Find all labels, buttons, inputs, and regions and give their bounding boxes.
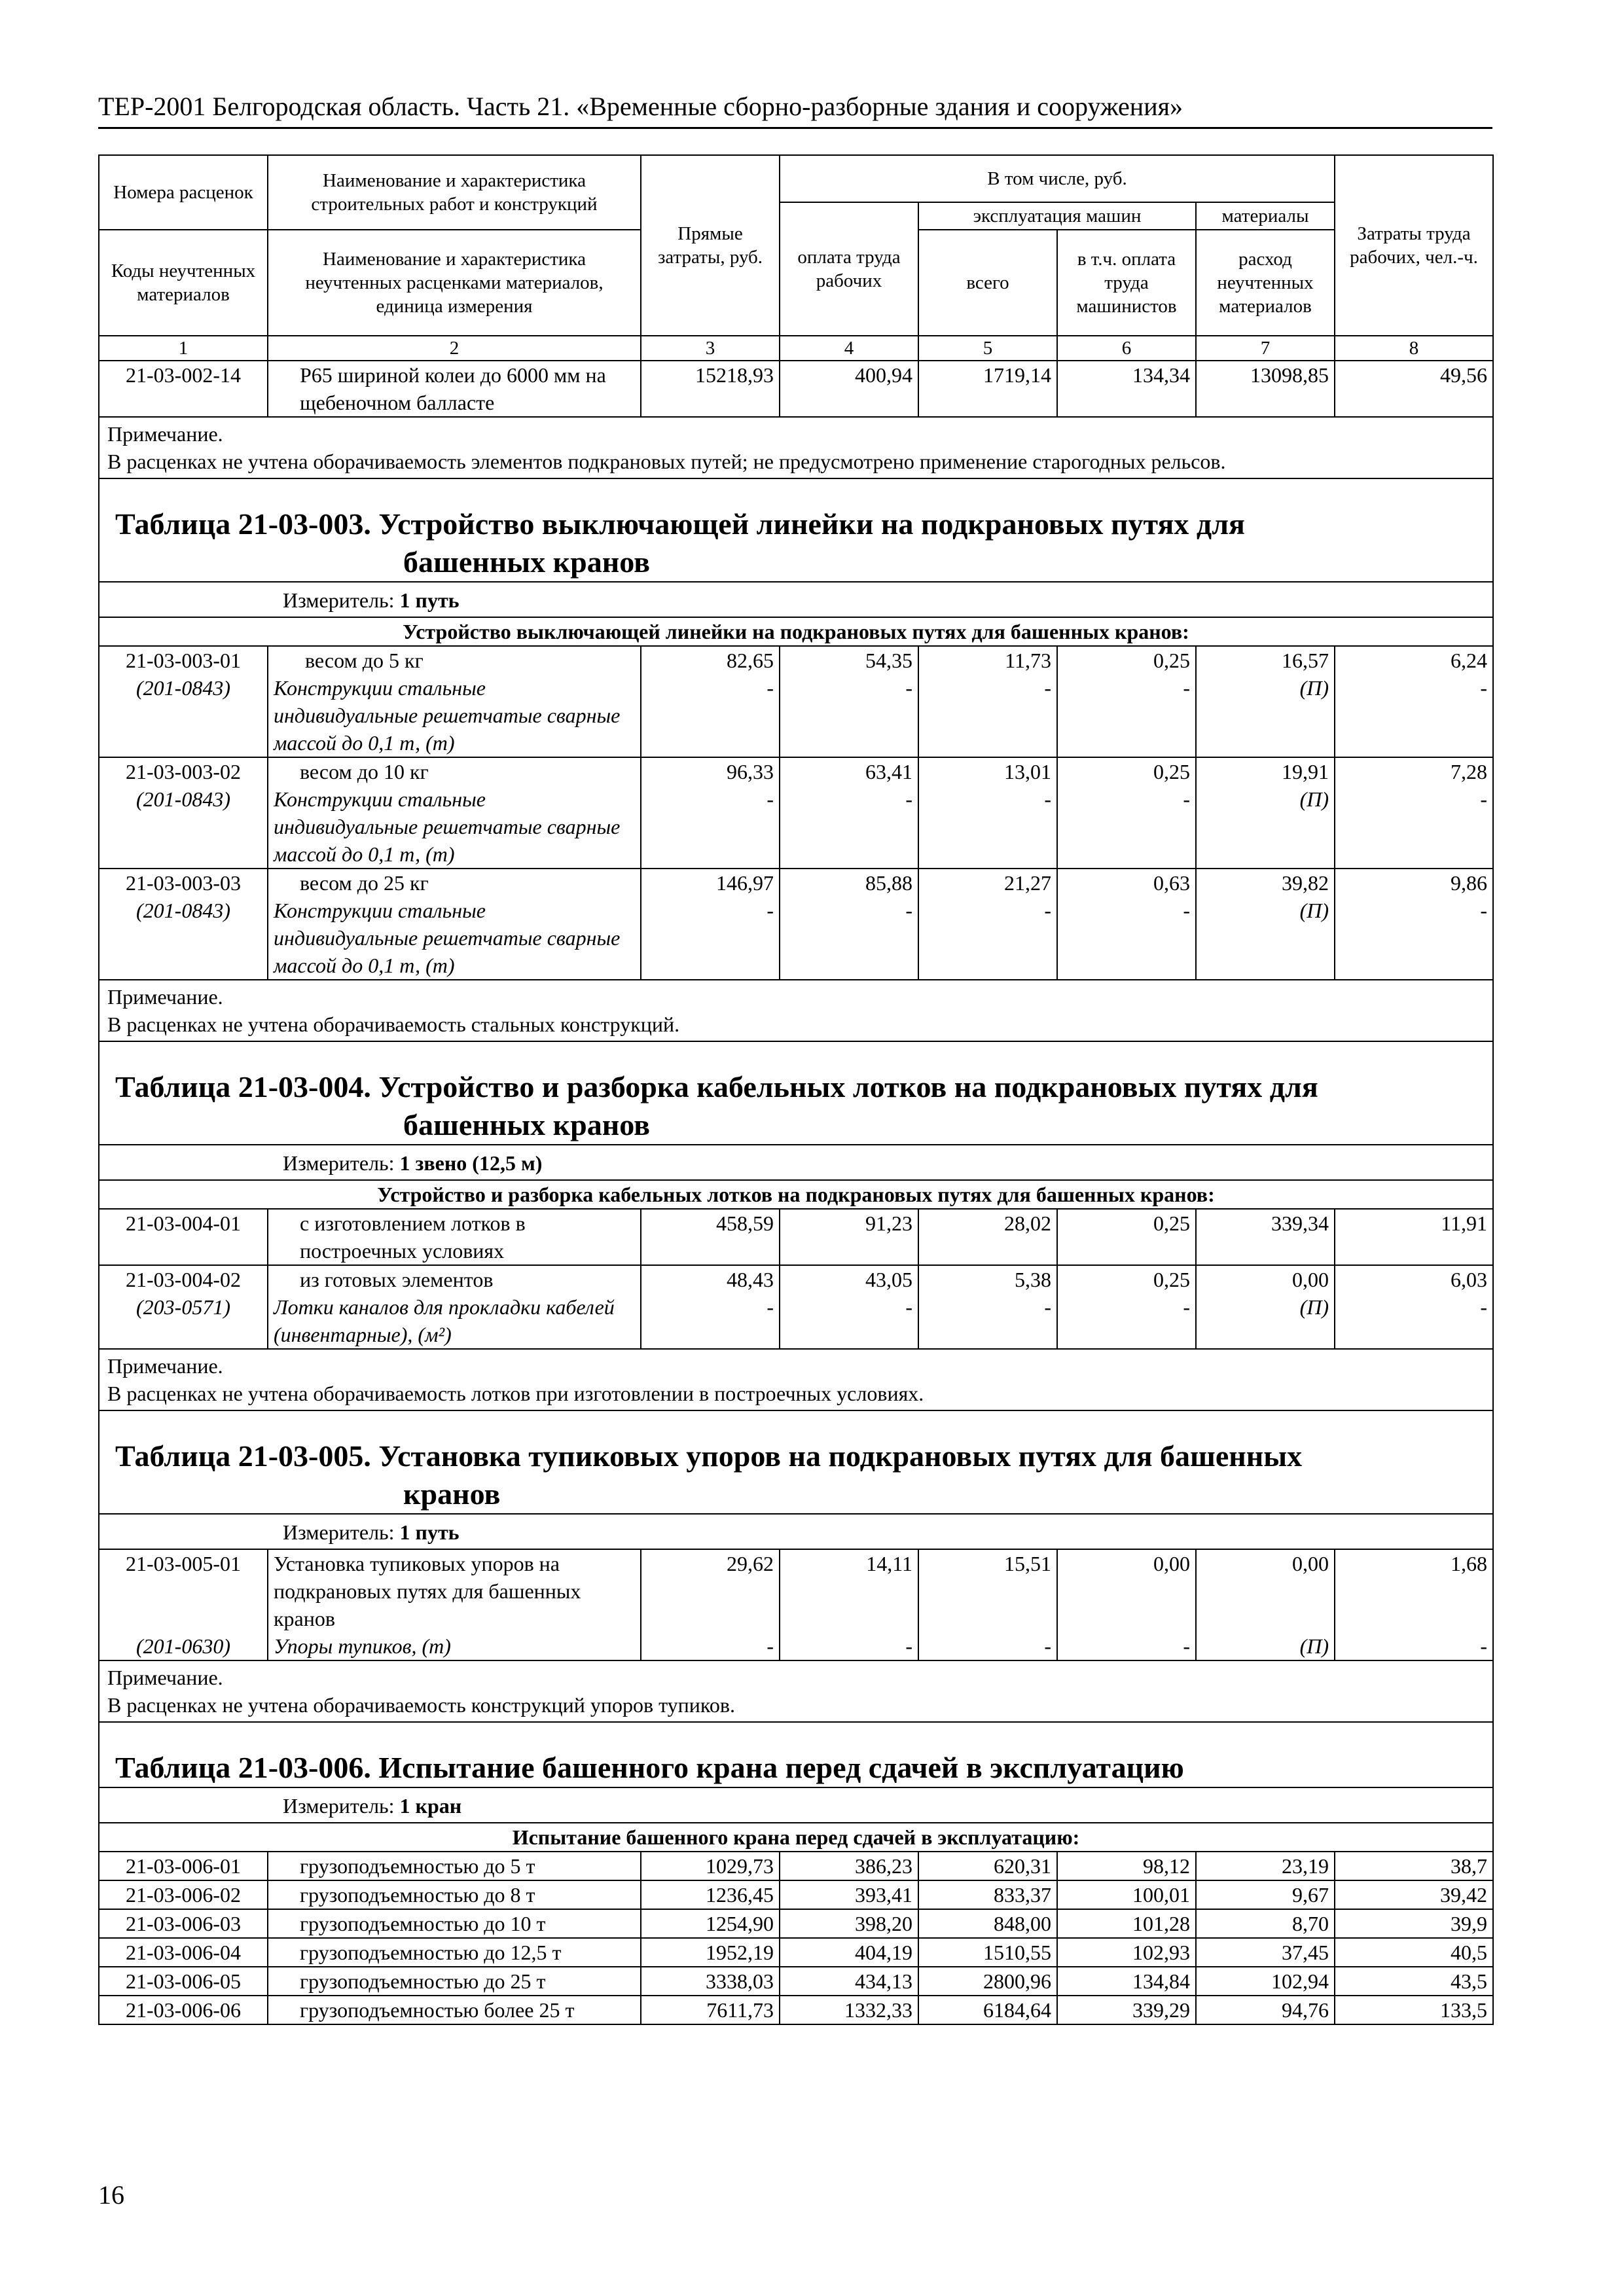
materials-cost: 23,19 (1196, 1852, 1335, 1880)
col-direct-costs-header: Прямые затраты, руб. (641, 155, 780, 336)
material-name: Лотки каналов для прокладки кабелей (инвентарные), (м²) (274, 1295, 615, 1346)
labor-pay: 386,23 (780, 1852, 918, 1880)
machinists-pay: 0,25 (1153, 760, 1190, 783)
col-number: 5 (918, 336, 1057, 361)
materials-cost: 37,45 (1196, 1938, 1335, 1967)
measure-value: 1 путь (399, 588, 460, 612)
direct-costs: 7611,73 (641, 1996, 780, 2024)
table-row (99, 361, 1493, 417)
material-mark: (П) (1299, 1295, 1329, 1319)
materials-cost: 8,70 (1196, 1909, 1335, 1938)
table-row (99, 1967, 1493, 1996)
rate-code: 21-03-006-03 (99, 1909, 268, 1938)
col-rate-number-header: Номера расценок (99, 155, 268, 230)
labor-pay: 63,41 (865, 760, 912, 783)
col-number: 2 (268, 336, 641, 361)
measure-label: Измеритель: (283, 1520, 395, 1544)
page-number: 16 (98, 2180, 124, 2210)
measure-label: Измеритель: (283, 588, 395, 612)
direct-costs: 48,43 (727, 1268, 774, 1291)
labor-hours: 43,5 (1335, 1967, 1493, 1996)
document-header: ТЕР-2001 Белгородская область. Часть 21. «Временные сборно-разборные здания и сооружения» (98, 90, 1492, 129)
column-header-row (99, 155, 1493, 202)
table-title-row (99, 1722, 1493, 1787)
machinists-pay: 134,34 (1057, 361, 1196, 417)
work-name: грузоподъемностью более 25 т (268, 1996, 641, 2024)
material-mark: (П) (1299, 899, 1329, 922)
work-name: грузоподъемностью до 12,5 т (268, 1938, 641, 1967)
machines-total: 848,00 (918, 1909, 1057, 1938)
rate-code: 21-03-006-05 (99, 1967, 268, 1996)
material-name: Конструкции стальные индивидуальные решетчатые сварные массой до 0,1 т, (т) (274, 899, 621, 977)
rate-code: 21-03-003-02 (126, 760, 241, 783)
table-title: Таблица 21-03-004. Устройство и разборка кабельных лотков на подкрановых путях для башенных кранов (115, 1070, 1318, 1141)
col-labor-hours-header: Затраты труда рабочих, чел.-ч. (1335, 155, 1493, 336)
labor-hours: 49,56 (1335, 361, 1493, 417)
col-machines-header: эксплуатация машин (918, 202, 1196, 230)
rate-code: 21-03-005-01 (126, 1552, 241, 1575)
machines-total: 6184,64 (918, 1996, 1057, 2024)
labor-pay: 398,20 (780, 1909, 918, 1938)
direct-costs: 1236,45 (641, 1880, 780, 1909)
machinists-pay: 134,84 (1057, 1967, 1196, 1996)
direct-costs: 3338,03 (641, 1967, 780, 1996)
material-mark: (П) (1299, 787, 1329, 811)
table-row: 21-03-005-01 (201-0630) Установка тупиковых упоров на подкрановых путях для башенных кранов Упоры тупиков, (т) 29,62 - 14,11 - 15,51 - 0,00 - 0,00 (П) 1,68 - (99, 1549, 1493, 1660)
rate-code: 21-03-004-01 (99, 1209, 268, 1265)
labor-pay: 14,11 (866, 1552, 912, 1575)
note-label: Примечание. (107, 1666, 223, 1689)
note-text: В расценках не учтена оборачиваемость лотков при изготовлении в построечных условиях. (107, 1382, 924, 1405)
labor-pay: 400,94 (780, 361, 918, 417)
direct-costs: 146,97 (716, 871, 774, 895)
machinists-pay: 100,01 (1057, 1880, 1196, 1909)
labor-pay: 1332,33 (780, 1996, 918, 2024)
note-label: Примечание. (107, 422, 223, 446)
machinists-pay: 0,25 (1057, 1209, 1196, 1265)
work-name: весом до 5 кг (305, 649, 424, 672)
materials-cost: 16,57 (1282, 649, 1329, 672)
table-row: 21-03-003-03 (201-0843) весом до 25 кг Конструкции стальные индивидуальные решетчатые сварные массой до 0,1 т, (т) 146,97 - 85,88 - 21,27 - 0,63 - 39,82 (П) 9,86 - (99, 869, 1493, 980)
material-name: Конструкции стальные индивидуальные решетчатые сварные массой до 0,1 т, (т) (274, 787, 621, 866)
materials-cost: 0,00 (1292, 1552, 1329, 1575)
measure-row (99, 1787, 1493, 1823)
work-name: весом до 10 кг (300, 760, 429, 783)
labor-pay: 85,88 (865, 871, 912, 895)
table-row: 21-03-003-02 (201-0843) весом до 10 кг Конструкции стальные индивидуальные решетчатые сварные массой до 0,1 т, (т) 96,33 - 63,41 - 13,01 - 0,25 - 19,91 (П) 7,28 - (99, 757, 1493, 869)
labor-hours: 6,24 (1451, 649, 1487, 672)
direct-costs: 1952,19 (641, 1938, 780, 1967)
measure-row (99, 582, 1493, 617)
labor-hours: 6,03 (1451, 1268, 1487, 1291)
machines-total: 2800,96 (918, 1967, 1057, 1996)
machines-total: 13,01 (1004, 760, 1051, 783)
material-code: (201-0843) (136, 676, 230, 700)
work-name: Р65 шириной колеи до 6000 мм на щебеночном балласте (268, 361, 641, 417)
table-row (99, 1852, 1493, 1880)
measure-row (99, 1514, 1493, 1549)
machinists-pay: 339,29 (1057, 1996, 1196, 2024)
table-row (99, 1880, 1493, 1909)
machines-total: 11,73 (1005, 649, 1051, 672)
labor-pay: 434,13 (780, 1967, 918, 1996)
labor-hours: 39,9 (1335, 1909, 1493, 1938)
rate-code: 21-03-006-04 (99, 1938, 268, 1967)
materials-cost: 39,82 (1282, 871, 1329, 895)
rate-code: 21-03-006-06 (99, 1996, 268, 2024)
labor-hours: 38,7 (1335, 1852, 1493, 1880)
work-name: грузоподъемностью до 25 т (268, 1967, 641, 1996)
table-title: Таблица 21-03-003. Устройство выключающей линейки на подкрановых путях для башенных кранов (115, 507, 1245, 579)
materials-cost: 19,91 (1282, 760, 1329, 783)
direct-costs: 29,62 (727, 1552, 774, 1575)
machines-total: 620,31 (918, 1852, 1057, 1880)
material-mark: (П) (1299, 1634, 1329, 1658)
col-number: 8 (1335, 336, 1493, 361)
section-subheader: Устройство и разборка кабельных лотков на подкрановых путях для башенных кранов: (99, 1180, 1493, 1209)
labor-hours: 11,91 (1335, 1209, 1493, 1265)
price-table (98, 154, 1494, 2025)
note-row (99, 1660, 1493, 1722)
col-material-codes-header: Коды неучтенных материалов (99, 230, 268, 336)
work-name: весом до 25 кг (300, 871, 429, 895)
table-row (99, 1209, 1493, 1265)
machinists-pay: 101,28 (1057, 1909, 1196, 1938)
labor-hours: 133,5 (1335, 1996, 1493, 2024)
materials-cost: 9,67 (1196, 1880, 1335, 1909)
labor-pay: 404,19 (780, 1938, 918, 1967)
labor-pay: 393,41 (780, 1880, 918, 1909)
note-row (99, 1349, 1493, 1410)
note-label: Примечание. (107, 1354, 223, 1378)
machinists-pay: 0,25 (1153, 1268, 1190, 1291)
labor-hours: 40,5 (1335, 1938, 1493, 1967)
material-code: (201-0843) (136, 899, 230, 922)
measure-value: 1 путь (399, 1520, 460, 1544)
rate-code: 21-03-006-01 (99, 1852, 268, 1880)
col-number: 6 (1057, 336, 1196, 361)
materials-cost: 94,76 (1196, 1996, 1335, 2024)
machinists-pay: 102,93 (1057, 1938, 1196, 1967)
col-labor-pay-header: оплата труда рабочих (780, 202, 918, 336)
work-name: грузоподъемностью до 10 т (268, 1909, 641, 1938)
labor-pay: 91,23 (780, 1209, 918, 1265)
measure-label: Измеритель: (283, 1151, 395, 1175)
work-name: грузоподъемностью до 5 т (268, 1852, 641, 1880)
col-materials-header: материалы (1196, 202, 1335, 230)
material-code: (201-0630) (136, 1634, 230, 1658)
table-title: Таблица 21-03-005. Установка тупиковых упоров на подкрановых путях для башенных кранов (115, 1439, 1303, 1511)
table-row (99, 1996, 1493, 2024)
section-subheader: Устройство выключающей линейки на подкрановых путях для башенных кранов: (99, 617, 1493, 646)
col-machines-total-header: всего (918, 230, 1057, 336)
materials-cost: 102,94 (1196, 1967, 1335, 1996)
measure-label: Измеритель: (283, 1794, 395, 1818)
direct-costs: 1254,90 (641, 1909, 780, 1938)
col-number: 7 (1196, 336, 1335, 361)
col-including-header: В том числе, руб. (780, 155, 1335, 202)
labor-pay: 54,35 (865, 649, 912, 672)
col-number: 1 (99, 336, 268, 361)
material-code: (201-0843) (136, 787, 230, 811)
measure-row (99, 1145, 1493, 1180)
machinists-pay: 0,25 (1153, 649, 1190, 672)
note-row (99, 417, 1493, 478)
table-title-row (99, 478, 1493, 582)
rate-code: 21-03-002-14 (99, 361, 268, 417)
note-text: В расценках не учтена оборачиваемость элементов подкрановых путей; не предусмотрено применение старогодных рельсов. (107, 450, 1226, 473)
col-number: 4 (780, 336, 918, 361)
rate-code: 21-03-006-02 (99, 1880, 268, 1909)
machinists-pay: 0,63 (1153, 871, 1190, 895)
section-subheader: Испытание башенного крана перед сдачей в эксплуатацию: (99, 1823, 1493, 1852)
materials-cost: 339,34 (1196, 1209, 1335, 1265)
table-row (99, 1938, 1493, 1967)
table-title-row (99, 1041, 1493, 1145)
table-row: 21-03-003-01 (201-0843) весом до 5 кг Конструкции стальные индивидуальные решетчатые сварные массой до 0,1 т, (т) 82,65 - 54,35 - 11,73 - 0,25 - 16,57 (П) 6,24 - (99, 646, 1493, 757)
note-text: В расценках не учтена оборачиваемость конструкций упоров тупиков. (107, 1693, 735, 1717)
labor-hours: 9,86 (1451, 871, 1487, 895)
rate-code: 21-03-003-03 (126, 871, 241, 895)
work-name: грузоподъемностью до 8 т (268, 1880, 641, 1909)
direct-costs: 458,59 (641, 1209, 780, 1265)
labor-hours: 1,68 (1451, 1552, 1487, 1575)
work-name: из готовых элементов (300, 1268, 494, 1291)
measure-value: 1 звено (12,5 м) (399, 1151, 543, 1175)
materials-cost: 0,00 (1292, 1268, 1329, 1291)
col-machinists-pay-header: в т.ч. оплата труда машинистов (1057, 230, 1196, 336)
table-row (99, 1909, 1493, 1938)
column-number-row (99, 336, 1493, 361)
machines-total: 15,51 (1004, 1552, 1051, 1575)
machinists-pay: 0,00 (1153, 1552, 1190, 1575)
materials-cost: 13098,85 (1196, 361, 1335, 417)
material-name: Конструкции стальные индивидуальные решетчатые сварные массой до 0,1 т, (т) (274, 676, 621, 755)
note-text: В расценках не учтена оборачиваемость стальных конструкций. (107, 1013, 680, 1036)
table-title-row (99, 1410, 1493, 1514)
col-work-name-header: Наименование и характеристика строительных работ и конструкций (268, 155, 641, 230)
direct-costs: 82,65 (727, 649, 774, 672)
table-title: Таблица 21-03-006. Испытание башенного крана перед сдачей в эксплуатацию (115, 1751, 1184, 1784)
col-number: 3 (641, 336, 780, 361)
note-label: Примечание. (107, 985, 223, 1009)
machines-total: 1719,14 (918, 361, 1057, 417)
labor-hours: 39,42 (1335, 1880, 1493, 1909)
table-row: 21-03-004-02 (203-0571) из готовых элементов Лотки каналов для прокладки кабелей (инвентарные), (м²) 48,43 - 43,05 - 5,38 - 0,25 - 0,00 (П) 6,03 - (99, 1265, 1493, 1349)
material-name: Упоры тупиков, (т) (274, 1634, 451, 1658)
direct-costs: 1029,73 (641, 1852, 780, 1880)
col-unaccounted-materials-header: расход неучтенных материалов (1196, 230, 1335, 336)
machines-total: 21,27 (1004, 871, 1051, 895)
rate-code: 21-03-003-01 (126, 649, 241, 672)
col-material-name-header: Наименование и характеристика неучтенных расценками материалов, единица измерения (268, 230, 641, 336)
labor-hours: 7,28 (1451, 760, 1487, 783)
machines-total: 1510,55 (918, 1938, 1057, 1967)
machinists-pay: 98,12 (1057, 1852, 1196, 1880)
work-name: с изготовлением лотков в построечных условиях (268, 1209, 641, 1265)
rate-code: 21-03-004-02 (126, 1268, 241, 1291)
material-mark: (П) (1299, 676, 1329, 700)
material-code: (203-0571) (136, 1295, 230, 1319)
direct-costs: 96,33 (727, 760, 774, 783)
note-row (99, 980, 1493, 1041)
machines-total: 28,02 (918, 1209, 1057, 1265)
labor-pay: 43,05 (865, 1268, 912, 1291)
direct-costs: 15218,93 (641, 361, 780, 417)
machines-total: 5,38 (1015, 1268, 1051, 1291)
measure-value: 1 кран (399, 1794, 462, 1818)
work-name: Установка тупиковых упоров на подкрановых путях для башенных кранов (274, 1552, 581, 1630)
machines-total: 833,37 (918, 1880, 1057, 1909)
